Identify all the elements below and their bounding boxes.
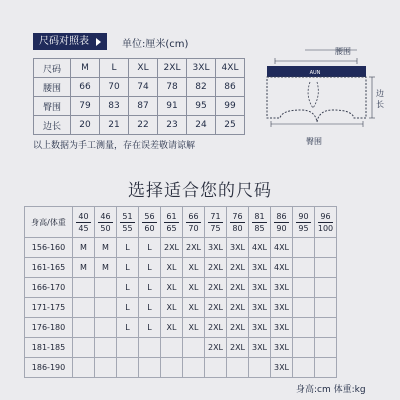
size-cell: XL xyxy=(161,258,183,278)
size-cell xyxy=(183,358,205,378)
size-cell xyxy=(315,238,337,258)
size-cell: L xyxy=(117,298,139,318)
size-cell: 2XL xyxy=(227,258,249,278)
table-row xyxy=(25,338,337,358)
weight-header: 61 65 xyxy=(161,207,183,238)
table-cell: 78 xyxy=(158,78,187,97)
table-cell: 尺码 xyxy=(34,59,71,78)
weight-header: 56 60 xyxy=(139,207,161,238)
size-cell xyxy=(315,358,337,378)
size-cell: L xyxy=(117,278,139,298)
table-cell: 25 xyxy=(216,116,245,135)
size-cell: L xyxy=(139,318,161,338)
size-cell: 2XL xyxy=(205,338,227,358)
table-cell: 87 xyxy=(129,97,158,116)
size-cell: 2XL xyxy=(205,278,227,298)
table-cell: 74 xyxy=(129,78,158,97)
table-row xyxy=(34,59,245,78)
size-cell: L xyxy=(117,258,139,278)
size-cell: L xyxy=(139,258,161,278)
size-cell xyxy=(249,358,271,378)
size-cell: 3XL xyxy=(249,318,271,338)
table-cell: 24 xyxy=(187,116,216,135)
size-cell xyxy=(95,278,117,298)
size-cell: L xyxy=(139,278,161,298)
size-cell xyxy=(139,338,161,358)
units-footer: 身高:cm 体重:kg xyxy=(296,385,366,395)
height-cell: 186-190 xyxy=(25,358,73,378)
waist-label: 腰围 xyxy=(335,47,351,56)
size-cell xyxy=(95,298,117,318)
size-chart-tag xyxy=(33,33,107,50)
table-cell: 22 xyxy=(129,116,158,135)
table-cell: 83 xyxy=(100,97,129,116)
size-cell: 2XL xyxy=(227,298,249,318)
table-cell: 23 xyxy=(158,116,187,135)
table-cell: 边长 xyxy=(34,116,71,135)
size-cell: 3XL xyxy=(271,338,293,358)
size-cell xyxy=(117,358,139,378)
size-cell xyxy=(205,358,227,378)
size-cell xyxy=(73,278,95,298)
size-cell: M xyxy=(95,258,117,278)
size-cell xyxy=(315,258,337,278)
size-cell: 2XL xyxy=(227,318,249,338)
size-cell: L xyxy=(139,238,161,258)
size-cell xyxy=(293,358,315,378)
size-measurement-table xyxy=(33,58,245,135)
table-cell: 86 xyxy=(216,78,245,97)
size-cell: 2XL xyxy=(205,298,227,318)
size-cell: 2XL xyxy=(227,338,249,358)
weight-header: 86 90 xyxy=(271,207,293,238)
table-row xyxy=(34,78,245,97)
table-row xyxy=(34,116,245,135)
size-cell: 2XL xyxy=(183,238,205,258)
table-cell: 2XL xyxy=(158,59,187,78)
table-row xyxy=(25,298,337,318)
size-cell xyxy=(95,358,117,378)
size-cell: XL xyxy=(183,318,205,338)
size-cell: XL xyxy=(161,278,183,298)
size-cell: 3XL xyxy=(271,318,293,338)
size-cell xyxy=(73,338,95,358)
size-cell: 3XL xyxy=(249,298,271,318)
size-cell: 3XL xyxy=(227,238,249,258)
table-cell: 79 xyxy=(71,97,100,116)
size-cell: M xyxy=(73,238,95,258)
table-cell: 99 xyxy=(216,97,245,116)
size-cell xyxy=(315,278,337,298)
side-label: 边长 xyxy=(376,89,384,109)
size-cell: L xyxy=(117,318,139,338)
height-cell: 171-175 xyxy=(25,298,73,318)
unit-label: 单位:厘米(cm) xyxy=(122,39,189,50)
size-cell: 4XL xyxy=(271,258,293,278)
table-cell: M xyxy=(71,59,100,78)
table-row xyxy=(25,358,337,378)
table-cell: 4XL xyxy=(216,59,245,78)
size-cell xyxy=(95,318,117,338)
recommend-title: 选择适合您的尺码 xyxy=(128,181,272,201)
size-cell: 2XL xyxy=(227,278,249,298)
size-cell: 3XL xyxy=(249,278,271,298)
table-cell: XL xyxy=(129,59,158,78)
pouch-outline xyxy=(308,82,318,108)
size-cell xyxy=(293,278,315,298)
table-row xyxy=(25,258,337,278)
height-cell: 166-170 xyxy=(25,278,73,298)
size-chart-tag-label: 尺码对照表 xyxy=(39,36,89,47)
table-cell: 91 xyxy=(158,97,187,116)
size-cell: 3XL xyxy=(249,338,271,358)
hip-label: 臀围 xyxy=(306,137,322,146)
size-cell xyxy=(293,338,315,358)
size-cell xyxy=(95,338,117,358)
size-recommend-table xyxy=(24,206,337,378)
table-cell: 腰围 xyxy=(34,78,71,97)
size-cell: 2XL xyxy=(205,258,227,278)
size-cell: 3XL xyxy=(271,358,293,378)
corner-cell: 身高/体重 xyxy=(25,207,73,238)
height-cell: 181-185 xyxy=(25,338,73,358)
size-cell: XL xyxy=(161,318,183,338)
size-cell: XL xyxy=(161,298,183,318)
size-cell: L xyxy=(139,298,161,318)
table-row xyxy=(25,238,337,258)
size-cell xyxy=(315,318,337,338)
size-cell xyxy=(161,338,183,358)
weight-header: 76 80 xyxy=(227,207,249,238)
table-cell: 3XL xyxy=(187,59,216,78)
weight-header: 40 45 xyxy=(73,207,95,238)
table-cell: 95 xyxy=(187,97,216,116)
underwear-diagram xyxy=(255,38,395,158)
size-cell xyxy=(73,298,95,318)
size-cell xyxy=(315,298,337,318)
size-cell xyxy=(227,358,249,378)
size-cell: M xyxy=(95,238,117,258)
table-cell: 82 xyxy=(187,78,216,97)
underwear-outline xyxy=(267,77,366,122)
size-cell xyxy=(161,358,183,378)
height-cell: 161-165 xyxy=(25,258,73,278)
weight-header: 81 85 xyxy=(249,207,271,238)
brand-text: AUN xyxy=(309,70,321,76)
size-cell: 3XL xyxy=(271,298,293,318)
table-cell: 21 xyxy=(100,116,129,135)
size-cell xyxy=(117,338,139,358)
size-cell: 2XL xyxy=(161,238,183,258)
table-row xyxy=(25,278,337,298)
size-cell: 3XL xyxy=(205,238,227,258)
weight-header: 46 50 xyxy=(95,207,117,238)
size-cell xyxy=(293,318,315,338)
size-cell: XL xyxy=(183,278,205,298)
measurement-note: 以上数据为手工测量，存在误差敬请谅解 xyxy=(33,141,196,151)
table-row xyxy=(34,97,245,116)
size-cell: 3XL xyxy=(271,278,293,298)
weight-header: 96 100 xyxy=(315,207,337,238)
size-cell xyxy=(139,358,161,378)
size-cell: M xyxy=(73,258,95,278)
size-cell: L xyxy=(117,238,139,258)
table-cell: L xyxy=(100,59,129,78)
table-row xyxy=(25,207,337,238)
weight-header: 90 95 xyxy=(293,207,315,238)
height-cell: 176-180 xyxy=(25,318,73,338)
table-cell: 70 xyxy=(100,78,129,97)
table-cell: 20 xyxy=(71,116,100,135)
play-arrow-icon xyxy=(96,38,101,46)
table-cell: 臀围 xyxy=(34,97,71,116)
size-cell xyxy=(183,338,205,358)
weight-header: 51 55 xyxy=(117,207,139,238)
size-cell xyxy=(73,358,95,378)
weight-header: 66 70 xyxy=(183,207,205,238)
table-cell: 66 xyxy=(71,78,100,97)
table-row xyxy=(25,318,337,338)
weight-header: 71 75 xyxy=(205,207,227,238)
size-cell xyxy=(315,338,337,358)
size-cell: 4XL xyxy=(249,238,271,258)
size-cell: 2XL xyxy=(205,318,227,338)
size-cell: XL xyxy=(183,298,205,318)
size-cell xyxy=(293,238,315,258)
size-cell xyxy=(73,318,95,338)
size-cell: 4XL xyxy=(271,238,293,258)
size-cell: XL xyxy=(183,258,205,278)
size-cell xyxy=(293,298,315,318)
size-cell xyxy=(293,258,315,278)
height-cell: 156-160 xyxy=(25,238,73,258)
size-cell: 3XL xyxy=(249,258,271,278)
